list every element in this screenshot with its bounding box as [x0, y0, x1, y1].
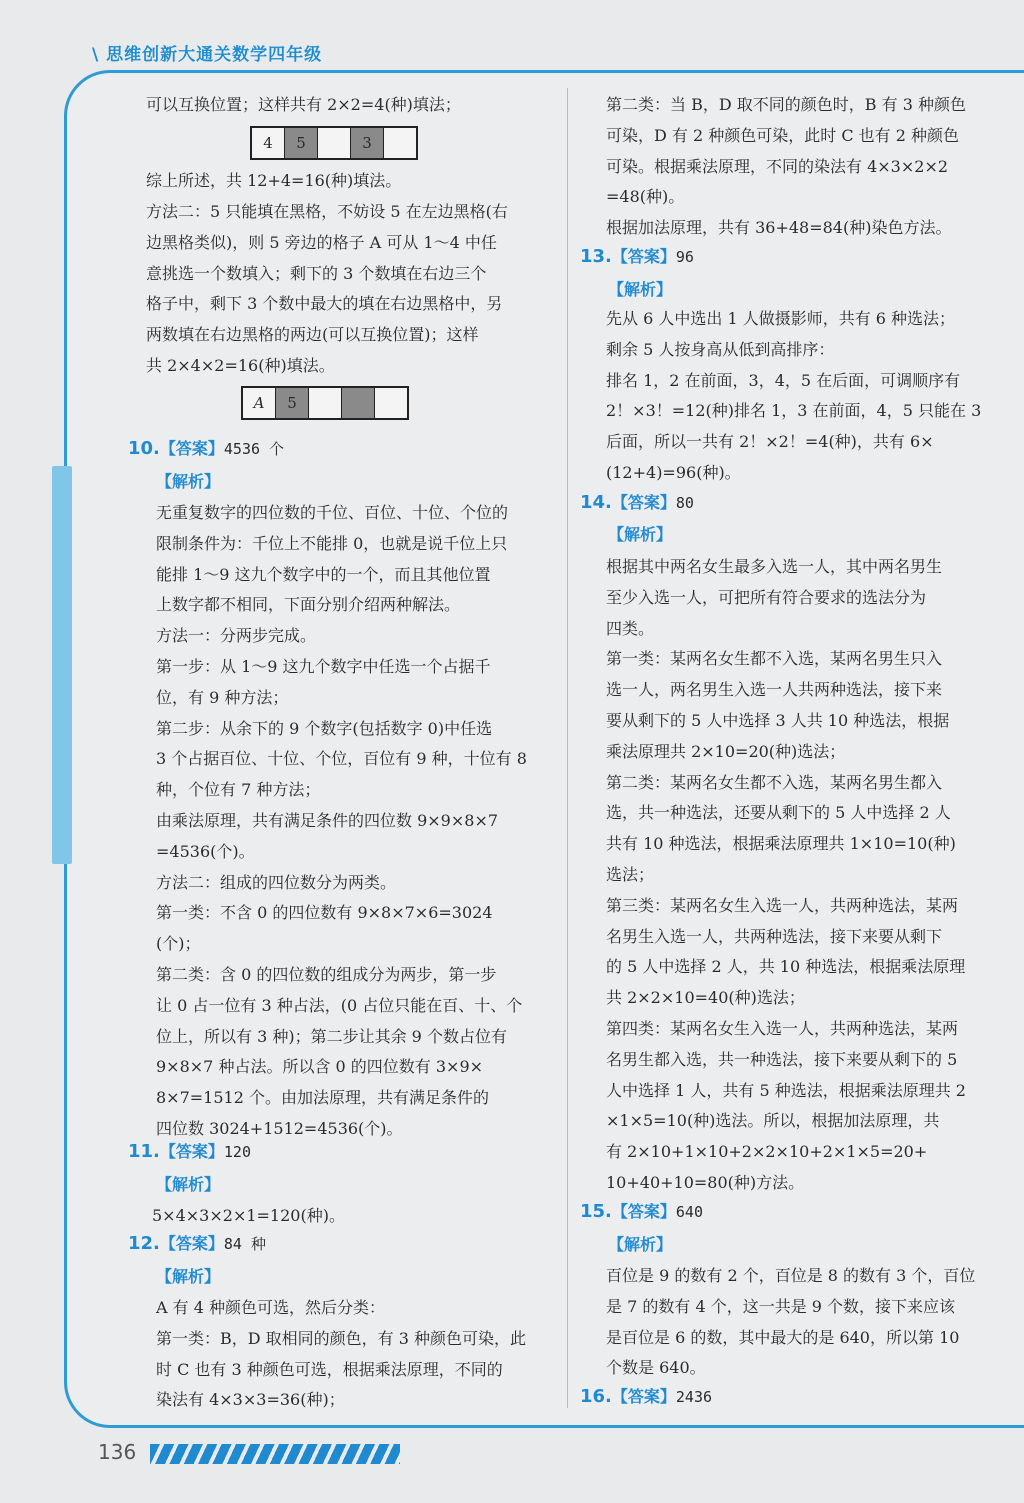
answer-tag: 【答案】	[611, 247, 676, 266]
text-line: 剩余 5 人按身高从低到高排序：	[606, 339, 835, 359]
analysis-tag: 【解析】	[156, 1267, 221, 1286]
question-number: 16.	[580, 1386, 612, 1407]
grid-cell: A	[243, 388, 276, 418]
text-line: 染法有 4×3×3=36(种)；	[156, 1390, 345, 1410]
text-line: 2！×3！=12(种)排名 1，3 在前面，4，5 只能在 3	[606, 401, 982, 421]
text-line: 5×4×3×2×1=120(种)。	[152, 1206, 345, 1225]
text-line: 共有 10 种选法，根据乘法原理共 1×10=10(种)	[606, 834, 956, 854]
text-line: (12+4)=96(种)。	[606, 463, 741, 482]
grid-cell: 3	[351, 128, 384, 158]
analysis-tag: 【解析】	[608, 280, 673, 299]
text-line: 方法一：分两步完成。	[156, 626, 317, 646]
text-line: 8×7=1512 个。由加法原理，共有满足条件的	[156, 1088, 489, 1108]
answer-heading	[128, 1139, 251, 1162]
question-number: 14.	[580, 492, 612, 513]
analysis-tag: 【解析】	[608, 1235, 673, 1254]
text-line: 人中选择 1 人，共有 5 种选法，根据乘法原理共 2	[606, 1080, 966, 1100]
text-line: =4536(个)。	[156, 841, 255, 861]
text-line: 第二类：某两名女生都不入选，某两名男生都入	[606, 772, 943, 792]
text-line: 先从 6 人中选出 1 人做摄影师，共有 6 种选法；	[606, 309, 956, 328]
text-line: 第四类：某两名女生入选一人，共两种选法，某两	[606, 1019, 959, 1038]
grid-cell: 4	[252, 128, 285, 158]
text-line: 第二类：含 0 的四位数的组成分为两步，第一步	[156, 965, 497, 984]
text-line: 两数填在右边黑格的两边(可以互换位置)；这样	[146, 325, 479, 345]
question-number: 10.	[128, 438, 160, 459]
text-line: 百位是 9 的数有 2 个，百位是 8 的数有 3 个，百位	[606, 1266, 976, 1285]
text-line: A 有 4 种颜色可选，然后分类：	[156, 1298, 385, 1317]
text-line: 选一人，两名男生入选一人共两种选法，接下来	[606, 680, 943, 700]
text-line: 时 C 也有 3 种颜色可选，根据乘法原理，不同的	[156, 1359, 503, 1379]
number-grid	[250, 126, 418, 160]
text-line: 方法二：5 只能填在黑格，不妨设 5 在左边黑格(右	[146, 202, 508, 221]
text-line: 第一类：不含 0 的四位数有 9×8×7×6=3024	[156, 903, 493, 923]
text-line: 共 2×4×2=16(种)填法。	[146, 356, 335, 375]
text-line: 让 0 占一位有 3 种占法，(0 占位只能在百、十、个	[156, 995, 523, 1015]
text-line: 可染。根据乘法原理，不同的染法有 4×3×2×2	[606, 156, 949, 176]
text-line: 位上，所以有 3 种)；第二步让其余 9 个数占位有	[156, 1026, 507, 1046]
answer-value: 80	[675, 494, 694, 512]
side-tab	[52, 466, 72, 864]
analysis-tag: 【解析】	[608, 525, 673, 544]
text-line: 第二类：当 B，D 取不同的颜色时，B 有 3 种颜色	[606, 95, 966, 114]
text-line: 可染，D 有 2 种颜色可染，此时 C 也有 2 种颜色	[606, 125, 960, 145]
text-line: 上数字都不相同，下面分别介绍两种解法。	[156, 595, 461, 615]
text-line: 边黑格类似)，则 5 旁边的格子 A 可从 1～4 中任	[146, 232, 497, 252]
answer-value: 640	[675, 1203, 703, 1221]
text-line: 共 2×2×10=40(种)选法；	[606, 988, 805, 1008]
text-line: 意挑选一个数填入；剩下的 3 个数填在右边三个	[146, 263, 487, 283]
text-line: 位，有 9 种方法；	[156, 687, 289, 707]
question-number: 13.	[580, 246, 612, 267]
text-line: 方法二：组成的四位数分为两类。	[156, 872, 397, 892]
text-line: 是百位是 6 的数，其中最大的是 640，所以第 10	[606, 1327, 960, 1347]
text-line: 选，共一种选法，还要从剩下的 5 人中选择 2 人	[606, 803, 951, 823]
text-line: 9×8×7 种占法。所以含 0 的四位数有 3×9×	[156, 1057, 484, 1077]
text-line: 至少入选一人，可把所有符合要求的选法分为	[606, 587, 927, 607]
answer-tag: 【答案】	[611, 1202, 676, 1221]
text-line: 根据加法原理，共有 36+48=84(种)染色方法。	[606, 218, 952, 238]
grid-cell: 5	[285, 128, 318, 158]
answer-tag: 【答案】	[611, 493, 676, 512]
text-line: 10+40+10=80(种)方法。	[606, 1173, 805, 1192]
grid-cell	[384, 128, 416, 158]
question-number: 12.	[128, 1233, 160, 1254]
text-line: 第二步：从余下的 9 个数字(包括数字 0)中任选	[156, 718, 493, 738]
text-line: =48(种)。	[606, 187, 685, 207]
answer-tag: 【答案】	[611, 1387, 676, 1406]
text-line: 四位数 3024+1512=4536(个)。	[156, 1119, 403, 1138]
text-line: 种，个位有 7 种方法；	[156, 780, 321, 800]
answer-heading	[580, 1199, 703, 1222]
grid-cell	[318, 128, 351, 158]
text-line: 是 7 的数有 4 个，这一共是 9 个数，接下来应该	[606, 1296, 956, 1316]
text-line: 的 5 人中选择 2 人，共 10 种选法，根据乘法原理	[606, 957, 966, 977]
answer-value: 120	[223, 1143, 251, 1161]
text-line: ×1×5=10(种)选法。所以，根据加法原理，共	[606, 1111, 940, 1131]
text-line: 乘法原理共 2×10=20(种)选法；	[606, 741, 846, 761]
question-number: 15.	[580, 1201, 612, 1222]
grid-cell	[342, 388, 375, 418]
text-line: (个)；	[156, 934, 201, 954]
text-line: 由乘法原理，共有满足条件的四位数 9×9×8×7	[156, 811, 499, 830]
grid-cell	[309, 388, 342, 418]
answer-value: 96	[675, 248, 694, 266]
column-divider	[567, 88, 568, 1408]
text-line: 名男生入选一人，共两种选法，接下来要从剩下	[606, 926, 943, 946]
answer-value: 2436	[675, 1388, 713, 1406]
text-line: 能排 1～9 这九个数字中的一个，而且其他位置	[156, 564, 491, 584]
text-line: 无重复数字的四位数的千位、百位、十位、个位的	[156, 503, 509, 522]
answer-tag: 【答案】	[159, 1234, 224, 1253]
text-line: 格子中，剩下 3 个数中最大的填在右边黑格中，另	[146, 294, 503, 314]
text-line: 后面，所以一共有 2！×2！=4(种)，共有 6×	[606, 432, 934, 452]
number-grid-a	[241, 386, 409, 420]
answer-tag: 【答案】	[159, 439, 224, 458]
text-line: 第一步：从 1～9 这九个数字中任选一个占据千	[156, 657, 491, 676]
text-line: 可以互换位置；这样共有 2×2=4(种)填法；	[146, 95, 461, 114]
footer-stripes	[150, 1444, 400, 1464]
analysis-tag: 【解析】	[156, 472, 221, 491]
answer-heading	[128, 1231, 266, 1254]
text-line: 第三类：某两名女生入选一人，共两种选法，某两	[606, 895, 959, 915]
text-line: 个数是 640。	[606, 1358, 706, 1378]
text-line: 第一类：B，D 取相同的颜色，有 3 种颜色可染，此	[156, 1328, 527, 1348]
text-line: 第一类：某两名女生都不入选，某两名男生只入	[606, 649, 943, 669]
analysis-tag: 【解析】	[156, 1175, 221, 1194]
question-number: 11.	[128, 1141, 160, 1162]
text-line: 限制条件为：千位上不能排 0，也就是说千位上只	[156, 533, 508, 553]
answer-value: 84 种	[223, 1235, 266, 1253]
grid-cell: 5	[276, 388, 309, 418]
text-line: 根据其中两名女生最多入选一人，其中两名男生	[606, 557, 943, 576]
grid-cell	[375, 388, 407, 418]
text-line: 3 个占据百位、十位、个位，百位有 9 种，十位有 8	[156, 749, 527, 769]
page-header: \ 思维创新大通关数学四年级	[92, 45, 323, 65]
text-line: 排名 1，2 在前面，3，4，5 在后面，可调顺序有	[606, 370, 961, 390]
text-line: 有 2×10+1×10+2×2×10+2×1×5=20+	[606, 1142, 928, 1162]
text-line: 选法；	[606, 865, 655, 884]
text-line: 综上所述，共 12+4=16(种)填法。	[146, 171, 402, 190]
answer-tag: 【答案】	[159, 1142, 224, 1161]
text-line: 名男生都入选，共一种选法，接下来要从剩下的 5	[606, 1049, 958, 1069]
answer-value: 4536 个	[223, 440, 285, 458]
answer-heading	[580, 490, 694, 513]
text-line: 要从剩下的 5 人中选择 3 人共 10 种选法，根据	[606, 711, 950, 730]
page-number: 136	[98, 1440, 137, 1464]
answer-heading	[580, 244, 694, 267]
answer-heading	[580, 1384, 712, 1407]
answer-heading	[128, 436, 284, 459]
text-line: 四类。	[606, 618, 655, 638]
